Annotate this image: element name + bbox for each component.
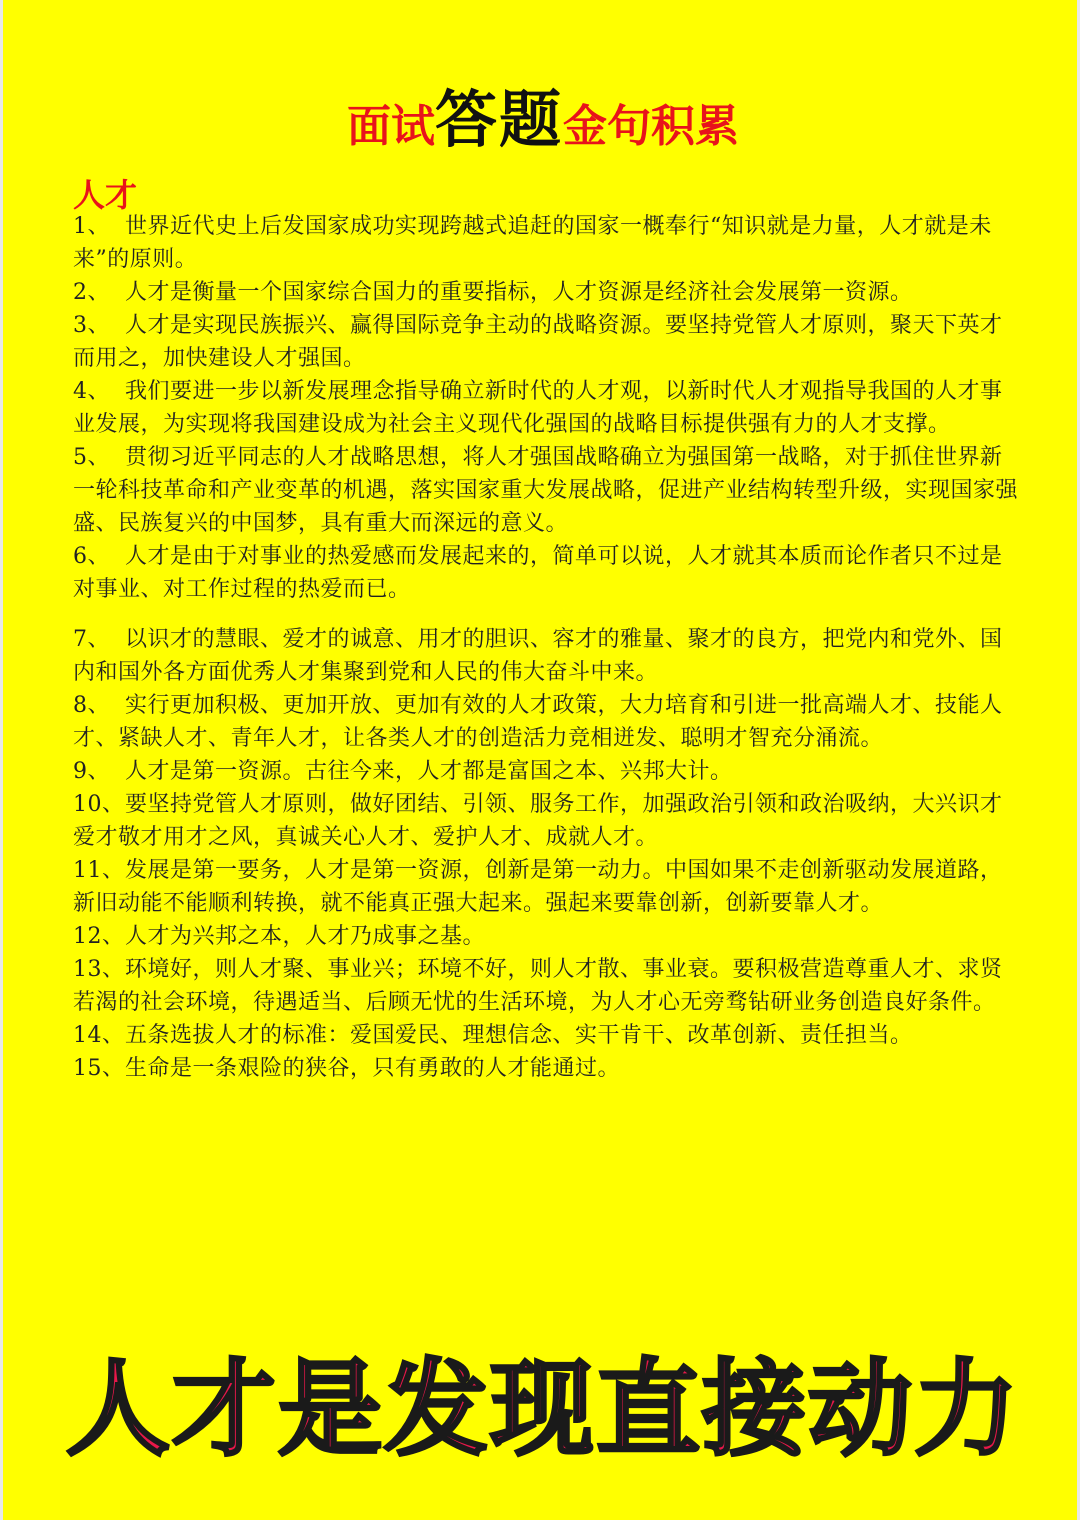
item-text: 生命是一条艰险的狭谷，只有勇敢的人才能通过。 bbox=[125, 1056, 621, 1081]
item-text: 以识才的慧眼、爱才的诚意、用才的胆识、容才的雅量、聚才的良方，把党内和党外、国内和国外各方面优秀人才集聚到党和人民的伟大奋斗中来。 bbox=[73, 627, 1003, 685]
list-item bbox=[73, 441, 1023, 540]
list-item bbox=[73, 788, 1023, 854]
title-part-answer: 答题 bbox=[434, 83, 563, 156]
item-text: 人才是第一资源。古往今来，人才都是富国之本、兴邦大计。 bbox=[125, 759, 733, 784]
item-number: 5、 bbox=[73, 445, 110, 470]
item-number: 2、 bbox=[73, 280, 110, 305]
list-item bbox=[73, 540, 1023, 606]
item-text: 五条选拔人才的标准：爱国爱民、理想信念、实干肯干、改革创新、责任担当。 bbox=[125, 1023, 913, 1048]
item-text: 人才是实现民族振兴、赢得国际竞争主动的战略资源。要坚持党管人才原则，聚天下英才而用之，加快建设人才强国。 bbox=[73, 313, 1003, 371]
list-item bbox=[73, 953, 1023, 1019]
item-number: 4、 bbox=[73, 379, 110, 404]
list-item bbox=[73, 375, 1023, 441]
item-number: 3、 bbox=[73, 313, 110, 338]
list-item bbox=[73, 276, 1023, 309]
item-text: 环境好，则人才聚、事业兴；环境不好，则人才散、事业衰。要积极营造尊重人才、求贤若渴的社会环境，待遇适当、后顾无忧的生活环境，为人才心无旁骛钻研业务创造良好条件。 bbox=[73, 957, 1003, 1015]
list-item bbox=[73, 755, 1023, 788]
item-number: 8、 bbox=[73, 693, 110, 718]
section-heading: 人才 bbox=[73, 176, 138, 214]
page-title bbox=[3, 70, 1080, 159]
item-text: 人才是衡量一个国家综合国力的重要指标，人才资源是经济社会发展第一资源。 bbox=[125, 280, 913, 305]
list-item bbox=[73, 920, 1023, 953]
item-number: 6、 bbox=[73, 544, 110, 569]
item-number: 9、 bbox=[73, 759, 110, 784]
list-item bbox=[73, 1019, 1023, 1052]
list-item bbox=[73, 210, 1023, 276]
item-number: 1、 bbox=[73, 214, 110, 239]
list-item bbox=[73, 689, 1023, 755]
item-number: 10、 bbox=[73, 792, 125, 817]
item-text: 世界近代史上后发国家成功实现跨越式追赶的国家一概奉行“知识就是力量，人才就是未来”的原则。 bbox=[73, 214, 992, 272]
title-part-quotes: 金句积累 bbox=[563, 101, 739, 152]
list-item bbox=[73, 309, 1023, 375]
item-text: 要坚持党管人才原则，做好团结、引领、服务工作，加强政治引领和政治吸纳，大兴识才爱才敬才用才之风，真诚关心人才、爱护人才、成就人才。 bbox=[73, 792, 1003, 850]
item-number: 15、 bbox=[73, 1056, 125, 1081]
item-text: 实行更加积极、更加开放、更加有效的人才政策，大力培育和引进一批高端人才、技能人才、紧缺人才、青年人才，让各类人才的创造活力竞相迸发、聪明才智充分涌流。 bbox=[73, 693, 1003, 751]
item-number: 7、 bbox=[73, 627, 110, 652]
item-text: 我们要进一步以新发展理念指导确立新时代的人才观，以新时代人才观指导我国的人才事业发展，为实现将我国建设成为社会主义现代化强国的战略目标提供强有力的人才支撑。 bbox=[73, 379, 1003, 437]
item-text: 发展是第一要务，人才是第一资源，创新是第一动力。中国如果不走创新驱动发展道路，新旧动能不能顺利转换，就不能真正强大起来。强起来要靠创新，创新要靠人才。 bbox=[73, 858, 1003, 916]
title-part-interview: 面试 bbox=[346, 101, 435, 152]
item-text: 贯彻习近平同志的人才战略思想，将人才强国战略确立为强国第一战略，对于抓住世界新一轮科技革命和产业变革的机遇，落实国家重大发展战略，促进产业结构转型升级，实现国家强盛、民族复兴的中国梦，具有重大而深远的意义。 bbox=[73, 445, 1019, 536]
banner-caption: 人才是发现直接动力 bbox=[65, 1348, 1020, 1470]
list-item bbox=[73, 623, 1023, 689]
item-text: 人才为兴邦之本，人才乃成事之基。 bbox=[125, 924, 486, 949]
item-number: 13、 bbox=[73, 957, 125, 982]
list-item bbox=[73, 854, 1023, 920]
list-item bbox=[73, 1052, 1023, 1085]
item-number: 14、 bbox=[73, 1023, 125, 1048]
item-number: 12、 bbox=[73, 924, 125, 949]
item-number: 11、 bbox=[73, 858, 125, 883]
item-text: 人才是由于对事业的热爱感而发展起来的，简单可以说，人才就其本质而论作者只不过是对事业、对工作过程的热爱而已。 bbox=[73, 544, 1003, 602]
quote-list bbox=[73, 210, 1023, 1085]
